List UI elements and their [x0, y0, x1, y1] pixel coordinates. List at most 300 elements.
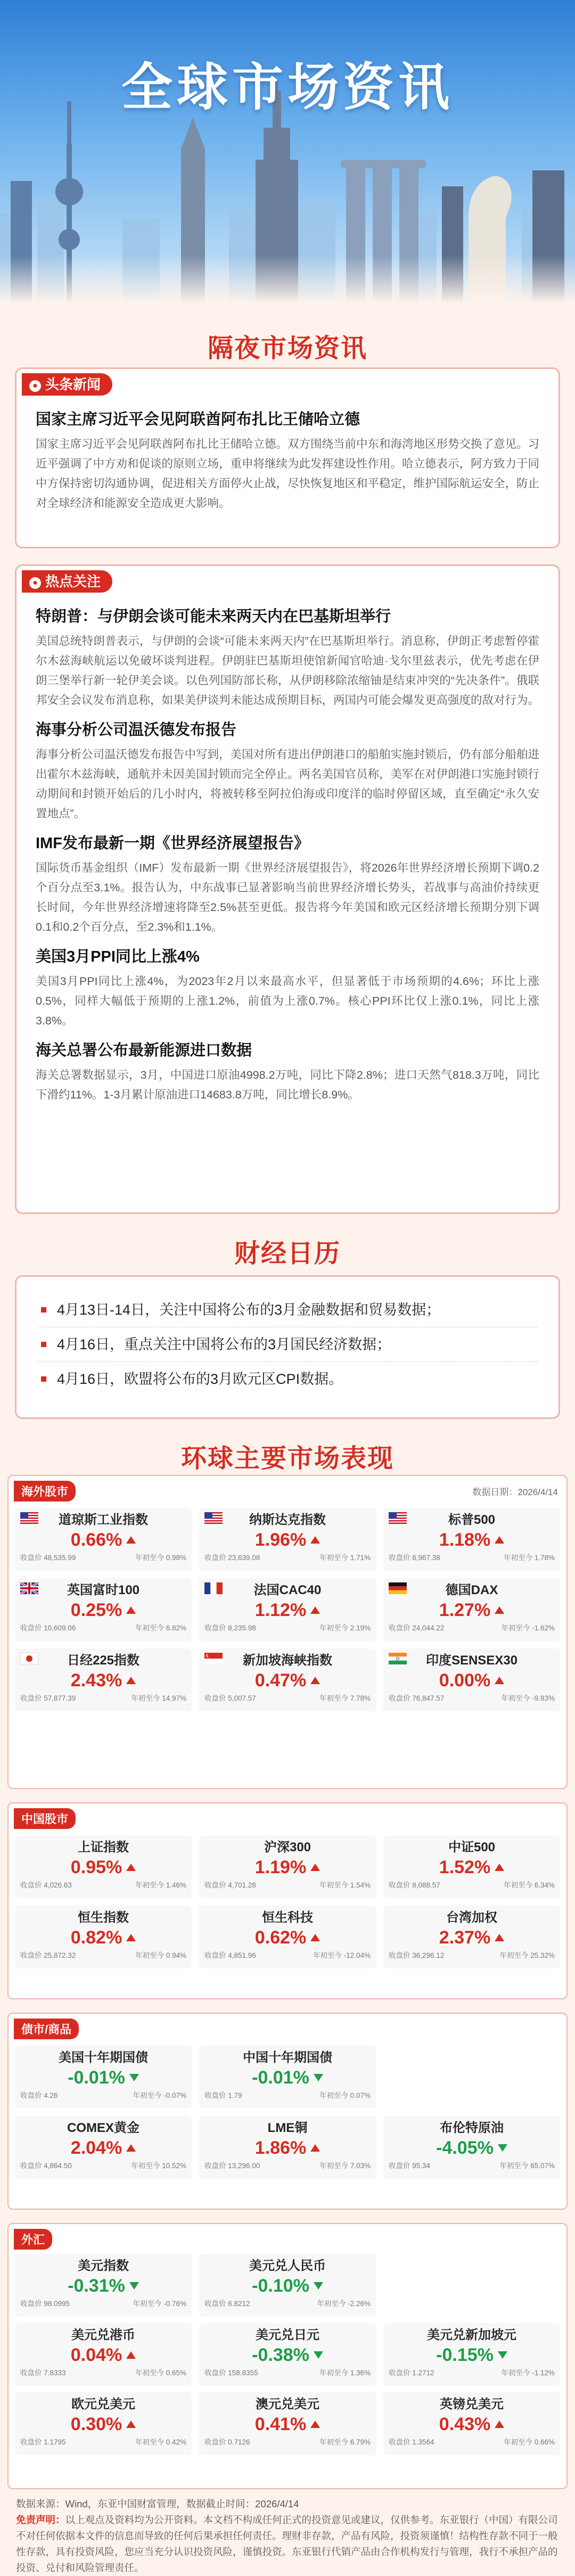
close-label: 收盘价: [20, 2438, 42, 2446]
market-ytd: [319, 2366, 371, 2381]
close-value: 1.1795: [44, 2438, 66, 2446]
market-cell: [199, 2046, 376, 2109]
market-cell: [15, 1906, 192, 1968]
up-arrow-icon: [310, 1536, 320, 1544]
ytd-value: -12.04%: [343, 1951, 371, 1959]
market-ytd: [133, 2088, 186, 2103]
ytd-label: 年初至今: [317, 2300, 346, 2308]
up-arrow-icon: [495, 1677, 504, 1684]
market-change: [204, 1927, 371, 1948]
close-label: 收盘价: [204, 1694, 226, 1702]
ytd-label: 年初至今: [501, 1624, 530, 1632]
up-arrow-icon: [310, 1606, 320, 1614]
market-foot: [204, 1691, 371, 1706]
market-close: [389, 2366, 434, 2381]
ytd-value: 0.42%: [166, 2438, 186, 2446]
market-date-value: 2026/4/14: [518, 1487, 558, 1497]
market-change: [204, 1599, 371, 1621]
ytd-value: 1.54%: [350, 1881, 371, 1889]
close-label: 收盘价: [389, 1554, 410, 1562]
close-label: 收盘价: [389, 1694, 410, 1702]
calendar-section-title: 财经日历: [234, 1240, 341, 1268]
market-change: [389, 2344, 555, 2366]
ytd-label: 年初至今: [319, 2091, 348, 2099]
market-close: [20, 1621, 76, 1636]
market-ytd: [135, 1948, 186, 1963]
close-label: 收盘价: [20, 1624, 42, 1632]
market-change: [389, 1529, 555, 1550]
market-foot: [204, 1621, 371, 1636]
calendar-item: 4月16日，重点关注中国将公布的3月国民经济数据；: [38, 1327, 537, 1362]
market-change: [204, 1529, 371, 1550]
disclaimer-text: 以上观点及资料均为公开资料。本文档不构成任何正式的投资意见或建议，仅供参考。东亚银行（中国）有限公司不对任何依据本文件的信息而导致的任何后果承担任何责任。理财非存款，产品有风险，投资须谨慎！结构性存款不同于一般性存款，具有投资风险，您应当充分认识投资风险，谨慎投资。东亚银行代销产品由合作机构发行与管理，我行不承担产品的投资、兑付和风险管理责任。: [16, 2514, 558, 2573]
close-label: 收盘价: [389, 2369, 410, 2377]
hero-fade: [0, 256, 575, 303]
down-arrow-icon: [129, 2282, 139, 2290]
fx-tag: 外汇: [14, 2229, 52, 2250]
market-ytd: [319, 1550, 371, 1565]
ytd-label: 年初至今: [131, 2162, 160, 2170]
hot-item-body: 海事分析公司温沃德发布报告中写到，美国对所有进出伊朗港口的船舶实施封锁后，仍有部分船舶进出霍尔木兹海峡，通航并未因美国封锁而完全停止。两名美国官员称，美军在对伊朗港口实施封锁行动期间和封锁开始后的几小时内，将被转移至阿拉伯海或印度洋的临时停留区域，直至确定“永久安置地点”。: [36, 748, 540, 820]
close-label: 收盘价: [204, 1951, 226, 1959]
close-label: 收盘价: [20, 1881, 42, 1889]
close-label: 收盘价: [20, 1694, 42, 1702]
market-name: COMEX黄金: [67, 2121, 139, 2135]
up-arrow-icon: [126, 2144, 136, 2152]
market-date-label: 数据日期：: [472, 1487, 518, 1497]
market-name: 沪深300: [264, 1840, 311, 1855]
ytd-label: 年初至今: [319, 1881, 348, 1889]
close-label: 收盘价: [204, 2300, 226, 2308]
ytd-value: 1.46%: [166, 1881, 186, 1889]
headline-tag-label: 头条新闻: [45, 376, 101, 392]
market-name: 德国DAX: [445, 1583, 498, 1597]
de-flag-icon: [389, 1582, 407, 1594]
market-change-value: 0.95%: [70, 1857, 122, 1877]
market-change: [389, 1670, 555, 1691]
close-label: 收盘价: [204, 1881, 226, 1889]
ytd-label: 年初至今: [319, 1554, 348, 1562]
market-cell: [383, 1578, 560, 1641]
ytd-label: 年初至今: [133, 2091, 162, 2099]
market-name: 英国富时100: [67, 1583, 140, 1597]
market-cell: [383, 2254, 560, 2317]
market-name: 新加坡海峡指数: [243, 1653, 332, 1668]
down-arrow-icon: [498, 2144, 507, 2152]
close-label: 收盘价: [204, 2091, 226, 2099]
market-ytd: [504, 1550, 555, 1565]
hot-item-body: 美国3月PPI同比上涨4%，为2023年2月以来最高水平，但显著低于市场预期的4.6%；环比上涨0.5%，同样大幅低于预期的上涨1.2%，前值为上涨0.7%。核心PPI环比仅上涨0.1%，同比上涨3.8%。: [36, 975, 539, 1027]
ytd-value: 0.07%: [350, 2091, 371, 2099]
ytd-value: 7.03%: [350, 2162, 371, 2170]
market-foot: [20, 2435, 186, 2450]
ytd-value: -0.76%: [163, 2300, 186, 2308]
market-change-value: -4.05%: [436, 2138, 494, 2158]
bonds-tag: 债市/商品: [14, 2019, 79, 2039]
market-close: [389, 1621, 444, 1636]
market-name: 上证指数: [78, 1840, 129, 1855]
ytd-value: 0.98%: [166, 1554, 186, 1562]
fr-flag-icon: [204, 1582, 223, 1594]
market-foot: [204, 2159, 371, 2173]
close-value: 76,847.57: [412, 1694, 445, 1702]
close-label: 收盘价: [20, 1554, 42, 1562]
market-change-value: 0.47%: [254, 1670, 307, 1691]
market-name: 美元指数: [78, 2259, 129, 2273]
market-cell: [199, 1648, 376, 1711]
up-arrow-icon: [310, 1934, 320, 1941]
ytd-label: 年初至今: [501, 2369, 530, 2377]
close-label: 收盘价: [204, 2162, 226, 2170]
market-name: 欧元兑美元: [71, 2397, 135, 2411]
market-close: [204, 1621, 256, 1636]
market-change: [204, 2344, 371, 2366]
close-value: 13,296.00: [228, 2162, 260, 2170]
market-cell: [199, 2116, 376, 2179]
close-value: 23,639.08: [228, 1554, 260, 1562]
market-close: [20, 1550, 76, 1565]
data-source-text: Wind，东亚中国财富管理，数据截止时间：: [65, 2498, 256, 2509]
market-ytd: [501, 1621, 555, 1636]
bonds-block: [7, 2013, 568, 2210]
market-ytd: [319, 1691, 371, 1706]
ytd-label: 年初至今: [135, 2369, 164, 2377]
ytd-label: 年初至今: [319, 2438, 348, 2446]
down-arrow-icon: [129, 2074, 139, 2081]
market-change: [20, 2414, 186, 2435]
market-cell: [15, 1648, 192, 1711]
close-label: 收盘价: [20, 2300, 42, 2308]
data-source-date: 2026/4/14: [255, 2498, 299, 2509]
market-foot: [389, 1948, 555, 1963]
close-value: 7.8333: [44, 2369, 66, 2377]
market-change-value: 0.00%: [439, 1670, 491, 1691]
close-label: 收盘价: [204, 2369, 226, 2377]
headline-tag: [22, 373, 112, 396]
market-close: [204, 1691, 256, 1706]
ytd-label: 年初至今: [499, 2162, 529, 2170]
market-change-value: -0.31%: [68, 2276, 125, 2296]
sg-flag-icon: [204, 1653, 223, 1664]
ytd-value: -1.62%: [532, 1624, 555, 1632]
ytd-label: 年初至今: [503, 1881, 532, 1889]
market-foot: [20, 2366, 186, 2381]
market-foot: [204, 1550, 371, 1565]
market-name: 日经225指数: [67, 1653, 140, 1668]
market-change: [20, 1599, 186, 1621]
market-change: [204, 2275, 371, 2296]
ytd-label: 年初至今: [501, 1694, 530, 1702]
market-foot: [204, 2296, 371, 2311]
market-ytd: [319, 2088, 371, 2103]
market-name: 纳斯达克指数: [249, 1513, 326, 1527]
footer: [16, 2496, 559, 2576]
up-arrow-icon: [495, 1864, 504, 1871]
market-change-value: 0.66%: [70, 1530, 122, 1550]
close-value: 1.2712: [412, 2369, 434, 2377]
ytd-label: 年初至今: [319, 2162, 348, 2170]
down-arrow-icon: [314, 2074, 323, 2081]
market-cell: [15, 2116, 192, 2179]
ytd-value: 6.79%: [350, 2438, 371, 2446]
ytd-label: 年初至今: [131, 1694, 160, 1702]
ytd-value: 1.36%: [350, 2369, 371, 2377]
market-cell: [383, 2323, 560, 2386]
hot-item-body: 美国总统特朗普表示，与伊朗的会谈“可能未来两天内”在巴基斯坦举行。消息称，伊朗正考虑暂停霍尔木兹海峡航运以免破坏谈判进程。伊朗驻巴基斯坦使馆新闻官哈迪·戈尔里兹表示，优先考虑在伊朗三堡举行新一轮伊美会谈。以色列国防部长称，从伊朗移除浓缩铀是结束冲突的“先决条件”。俄联邦安全会议发布消息称，如果美伊谈判未能达成预期目标，两国内可能会爆发更高强度的敌对行为。: [36, 635, 540, 707]
calendar-card: [15, 1275, 560, 1419]
data-source-label: 数据来源：: [16, 2498, 65, 2509]
close-label: 收盘价: [20, 2091, 42, 2099]
market-cell: [15, 2323, 192, 2386]
market-close: [20, 1948, 76, 1963]
market-change-value: 1.12%: [254, 1600, 307, 1620]
close-value: 48,535.99: [44, 1554, 76, 1562]
in-flag-icon: [389, 1653, 407, 1664]
close-value: 98.0995: [44, 2300, 70, 2308]
ytd-value: -1.12%: [532, 2369, 555, 2377]
market-foot: [20, 2296, 186, 2311]
ytd-label: 年初至今: [319, 1694, 348, 1702]
market-close: [204, 2435, 250, 2450]
market-change-value: 0.41%: [254, 2414, 307, 2434]
data-source: [16, 2496, 559, 2512]
markets-section-title: 环球主要市场表现: [180, 1445, 394, 1473]
close-label: 收盘价: [389, 1624, 410, 1632]
market-name: 台湾加权: [446, 1910, 497, 1925]
market-change: [20, 2344, 186, 2366]
market-cell: [199, 2392, 376, 2455]
market-foot: [204, 2366, 371, 2381]
ytd-label: 年初至今: [135, 1554, 164, 1562]
market-change-value: -0.01%: [68, 2068, 125, 2088]
market-change: [204, 2414, 371, 2435]
market-name: 印度SENSEX30: [425, 1653, 518, 1668]
market-name: 布伦特原油: [440, 2121, 504, 2135]
ytd-value: 1.78%: [534, 1554, 555, 1562]
market-cell: [199, 1578, 376, 1641]
market-close: [204, 2296, 250, 2311]
ytd-value: 0.66%: [534, 2438, 555, 2446]
close-value: 4,851.96: [228, 1951, 256, 1959]
close-value: 158.8355: [228, 2369, 258, 2377]
market-change: [389, 1927, 555, 1948]
close-label: 收盘价: [389, 1881, 410, 1889]
close-value: 1.79: [228, 2091, 242, 2099]
market-change: [204, 1857, 371, 1878]
up-arrow-icon: [126, 1864, 136, 1871]
market-change-value: -0.10%: [252, 2276, 309, 2296]
market-name: 美元兑港币: [71, 2328, 135, 2342]
disclaimer-label: 免责声明：: [16, 2514, 65, 2525]
china-block: [7, 1802, 568, 1999]
market-cell: [383, 1906, 560, 1968]
hot-topics-tag-label: 热点关注: [45, 573, 101, 589]
market-cell: [383, 1835, 560, 1898]
close-label: 收盘价: [20, 2369, 42, 2377]
headline-body: 国家主席习近平会见阿联酋阿布扎比王储哈立德。双方围绕当前中东和海湾地区形势交换了意见。习近平强调了中方劝和促谈的原则立场，重申将继续为此发挥建设性作用。哈立德表示，阿方致力于同中方保持密切沟通协调，促进相关方面停火止战，尽快恢复地区和平稳定，维护国际航运安全，防止对全球经济和能源安全造成更大影响。: [36, 438, 540, 510]
market-close: [204, 1948, 256, 1963]
overseas-grid: [15, 1508, 560, 1711]
market-change: [20, 2137, 186, 2159]
hot-topics-tag: [22, 570, 112, 593]
market-name: 美元兑新加坡元: [427, 2328, 516, 2342]
market-ytd: [504, 1878, 555, 1893]
overseas-tag: 海外股市: [14, 1481, 76, 1502]
market-change-value: 1.86%: [254, 2138, 307, 2158]
market-foot: [204, 2435, 371, 2450]
market-change-value: 0.04%: [70, 2345, 122, 2365]
market-ytd: [131, 2159, 186, 2173]
market-ytd: [135, 1550, 186, 1565]
market-close: [204, 2366, 258, 2381]
ytd-value: -9.83%: [532, 1694, 555, 1702]
up-arrow-icon: [126, 1536, 136, 1544]
market-foot: [20, 2088, 186, 2103]
market-cell: [15, 1578, 192, 1641]
market-cell: [383, 1508, 560, 1571]
close-value: 4.26: [44, 2091, 58, 2099]
market-change-value: 0.62%: [254, 1927, 307, 1948]
market-foot: [204, 1948, 371, 1963]
ytd-label: 年初至今: [135, 1624, 164, 1632]
market-ytd: [317, 2296, 371, 2311]
market-change: [20, 1529, 186, 1550]
close-value: 0.7126: [228, 2438, 250, 2446]
market-ytd: [135, 1878, 186, 1893]
market-change: [204, 2067, 371, 2088]
ytd-value: -2.26%: [348, 2300, 371, 2308]
market-name: 恒生科技: [262, 1910, 313, 1925]
market-ytd: [319, 1621, 371, 1636]
market-name: 恒生指数: [78, 1910, 129, 1925]
market-close: [20, 2159, 72, 2173]
market-change: [20, 1857, 186, 1878]
market-ytd: [499, 2159, 555, 2173]
market-ytd: [135, 2366, 186, 2381]
up-arrow-icon: [126, 1677, 136, 1684]
market-change: [20, 1927, 186, 1948]
market-name: 标普500: [448, 1513, 496, 1527]
uk-flag-icon: [20, 1582, 38, 1594]
market-cell: [383, 2116, 560, 2179]
market-change: [389, 1599, 555, 1621]
market-name: 中证500: [448, 1840, 496, 1855]
close-label: 收盘价: [389, 1951, 410, 1959]
market-close: [20, 2296, 70, 2311]
close-label: 收盘价: [204, 1554, 226, 1562]
market-close: [204, 1878, 256, 1893]
up-arrow-icon: [310, 1864, 320, 1871]
ytd-label: 年初至今: [133, 2300, 162, 2308]
hot-item-body: 海关总署数据显示，3月，中国进口原油4998.2万吨，同比下降2.8%；进口天然气818.3万吨，同比下滑约11%。1-3月累计原油进口14683.8万吨，同比增长8.9%。: [36, 1069, 539, 1101]
ytd-label: 年初至今: [319, 1624, 348, 1632]
market-name: 道琼斯工业指数: [59, 1513, 148, 1527]
close-value: 24,044.22: [412, 1624, 445, 1632]
close-label: 收盘价: [204, 2438, 226, 2446]
market-change: [204, 1670, 371, 1691]
market-ytd: [131, 1691, 186, 1706]
hot-item-body: 国际货币基金组织（IMF）发布最新一期《世界经济展望报告》，将2026年世界经济增长预期下调0.2个百分点至3.1%。报告认为，中东战事已显著影响当前世界经济增长势头，若战事与高油价持续更长时间，今年世界经济增速将降至2.5%甚至更低。报告将今年美国和欧元区经济增长预期分别下调0.1和0.2个百分点，至2.3%和1.1%。: [36, 862, 539, 933]
market-change-value: 1.18%: [439, 1530, 491, 1550]
market-change: [389, 1857, 555, 1878]
market-name: 澳元兑美元: [256, 2397, 319, 2411]
calendar-item: 4月13日-14日，关注中国将公布的3月金融数据和贸易数据；: [38, 1293, 537, 1327]
market-ytd: [319, 1878, 371, 1893]
ytd-value: 2.19%: [350, 1624, 371, 1632]
market-cell: [15, 1508, 192, 1571]
market-foot: [20, 1948, 186, 1963]
market-change-value: 2.43%: [70, 1670, 122, 1691]
hot-item-title: 美国3月PPI同比上涨4%: [36, 948, 200, 965]
market-change-value: 2.37%: [439, 1927, 491, 1948]
market-ytd: [135, 2435, 186, 2450]
market-cell: [199, 2254, 376, 2317]
market-close: [389, 1878, 440, 1893]
ytd-value: -0.07%: [163, 2091, 186, 2099]
up-arrow-icon: [310, 1677, 320, 1684]
close-value: 1.3564: [412, 2438, 434, 2446]
market-foot: [20, 1878, 186, 1893]
market-cell: [199, 2323, 376, 2386]
market-change-value: -0.01%: [252, 2068, 309, 2088]
us-flag-icon: [389, 1512, 407, 1524]
headline-card: [15, 367, 560, 548]
market-close: [204, 1550, 260, 1565]
market-change: [204, 2137, 371, 2159]
market-change: [389, 2137, 555, 2159]
market-change-value: 1.27%: [439, 1600, 491, 1620]
market-foot: [389, 2159, 555, 2173]
us-flag-icon: [204, 1512, 223, 1524]
ytd-value: 1.71%: [350, 1554, 371, 1562]
hot-item-title: 特朗普：与伊朗会谈可能未来两天内在巴基斯坦举行: [36, 608, 391, 625]
market-cell: [15, 2254, 192, 2317]
market-date: [472, 1484, 558, 1498]
close-value: 6,967.38: [412, 1554, 440, 1562]
market-name: LME铜: [267, 2121, 308, 2135]
close-value: 10,609.06: [44, 1624, 76, 1632]
hero-banner: [0, 0, 575, 303]
market-change: [20, 2067, 186, 2088]
market-ytd: [499, 1948, 555, 1963]
market-change-value: -0.38%: [252, 2345, 309, 2365]
market-ytd: [501, 1691, 555, 1706]
up-arrow-icon: [310, 2144, 320, 2152]
tag-dot-icon: ●: [29, 380, 41, 392]
market-foot: [204, 1878, 371, 1893]
close-value: 25,872.32: [44, 1951, 76, 1959]
market-foot: [389, 1691, 555, 1706]
up-arrow-icon: [126, 2351, 136, 2359]
market-foot: [389, 2366, 555, 2381]
market-ytd: [133, 2296, 186, 2311]
hero-title: 全球市场资讯: [121, 59, 454, 116]
close-value: 8,088.57: [412, 1881, 440, 1889]
close-value: 8,235.98: [228, 1624, 256, 1632]
overseas-block: [7, 1475, 568, 1789]
market-change-value: 0.43%: [439, 2414, 491, 2434]
ytd-label: 年初至今: [503, 2438, 532, 2446]
up-arrow-icon: [310, 2421, 320, 2428]
down-arrow-icon: [314, 2282, 323, 2290]
market-change-value: 0.82%: [70, 1927, 122, 1948]
market-name: 英镑兑美元: [440, 2397, 504, 2411]
market-foot: [20, 1550, 186, 1565]
overnight-section-title: 隔夜市场资讯: [207, 334, 367, 363]
down-arrow-icon: [498, 2351, 507, 2359]
market-change-value: 0.30%: [70, 2414, 122, 2434]
close-label: 收盘价: [389, 2162, 410, 2170]
